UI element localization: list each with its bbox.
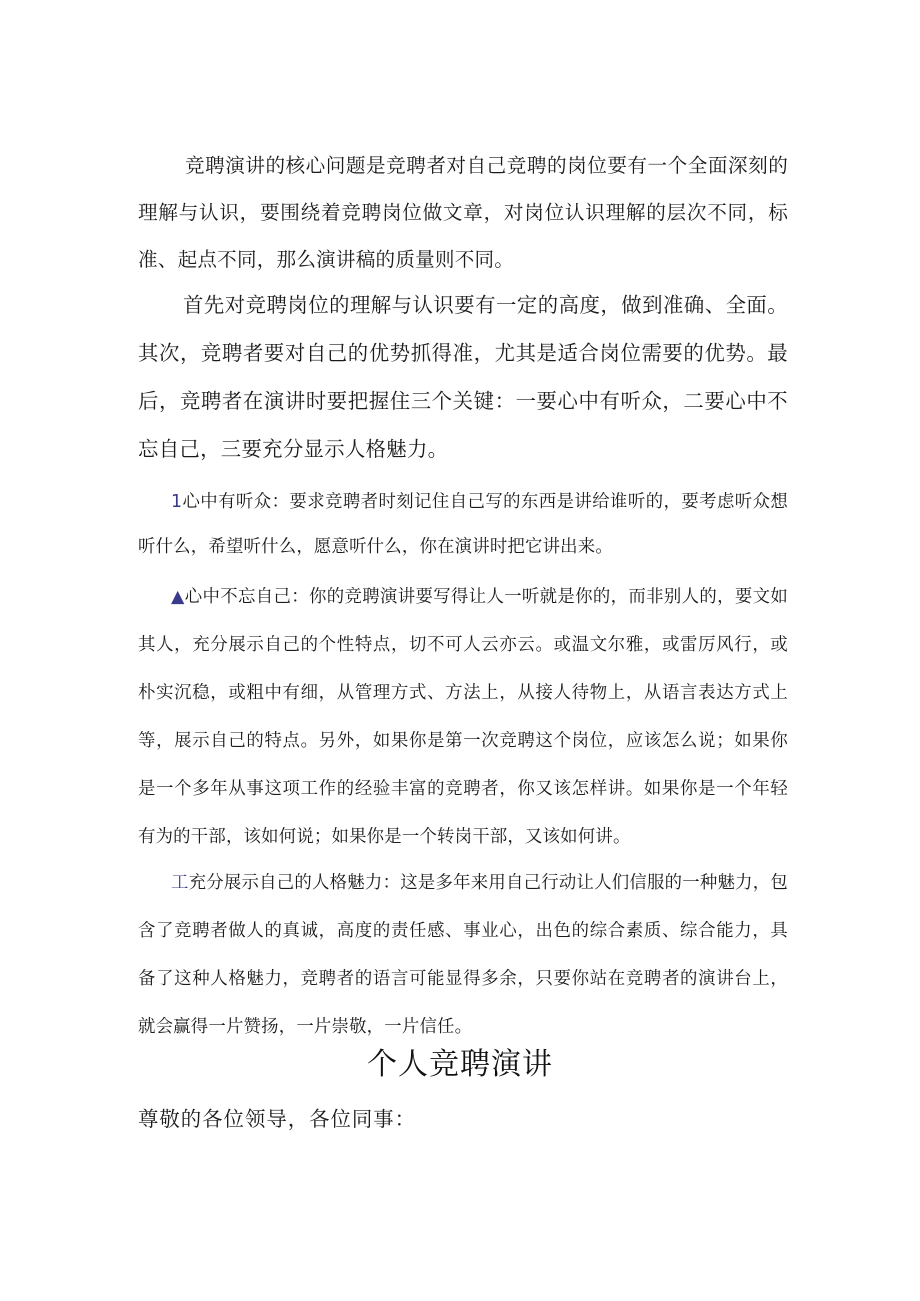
point-charisma-paragraph [138, 859, 788, 1051]
point-audience-paragraph [138, 480, 788, 570]
point-self-paragraph [138, 573, 788, 861]
triangle-bullet-icon: ▲ [171, 587, 185, 607]
speech-title: 个人竞聘演讲 [367, 1047, 553, 1082]
point-charisma-text: 充分展示自己的人格魅力：这是多年来用自己行动让人们信服的一种魅力，包含了竞聘者做人的真诚，高度的责任感、事业心，出色的综合素质、综合能力，具备了这种人格魅力，竞聘者的语言可能显得多余，只要你站在竞聘者的演讲台上，就会赢得一片赞扬，一片崇敬，一片信任。 [138, 873, 788, 1037]
point-self-text: 心中不忘自己：你的竞聘演讲要写得让人一听就是你的，而非别人的，要文如其人，充分展示自己的个性特点，切不可人云亦云。或温文尔雅，或雷厉风行，或朴实沉稳，或粗中有细，从管理方式、方法上，从接人待物上，从语言表达方式上等，展示自己的特点。另外，如果你是第一次竞聘这个岗位，应该怎么说；如果你是一个多年从事这项工作的经验丰富的竞聘者，你又该怎样讲。如果你是一个年轻有为的干部，该如何说；如果你是一个转岗干部，又该如何讲。 [138, 587, 788, 847]
point-number-marker: 1 [171, 492, 183, 512]
intro-paragraph: 竞聘演讲的核心问题是竞聘者对自己竞聘的岗位要有一个全面深刻的理解与认识，要围绕着竞聘岗位做文章，对岗位认识理解的层次不同，标准、起点不同，那么演讲稿的质量则不同。 [138, 154, 788, 271]
point-audience-text: 心中有听众：要求竞聘者时刻记住自己写的东西是讲给谁听的，要考虑听众想听什么，希望听什么，愿意听什么，你在演讲时把它讲出来。 [138, 492, 788, 557]
key-points-paragraph: 首先对竞聘岗位的理解与认识要有一定的高度，做到准确、全面。其次，竞聘者要对自己的优势抓得准，尤其是适合岗位需要的优势。最后，竞聘者在演讲时要把握住三个关键：一要心中有听众，二要心中不忘自己，三要充分显示人格魅力。 [138, 293, 788, 461]
point-glyph-marker: 工 [171, 873, 189, 893]
salutation: 尊敬的各位领导，各位同事： [138, 1107, 417, 1131]
